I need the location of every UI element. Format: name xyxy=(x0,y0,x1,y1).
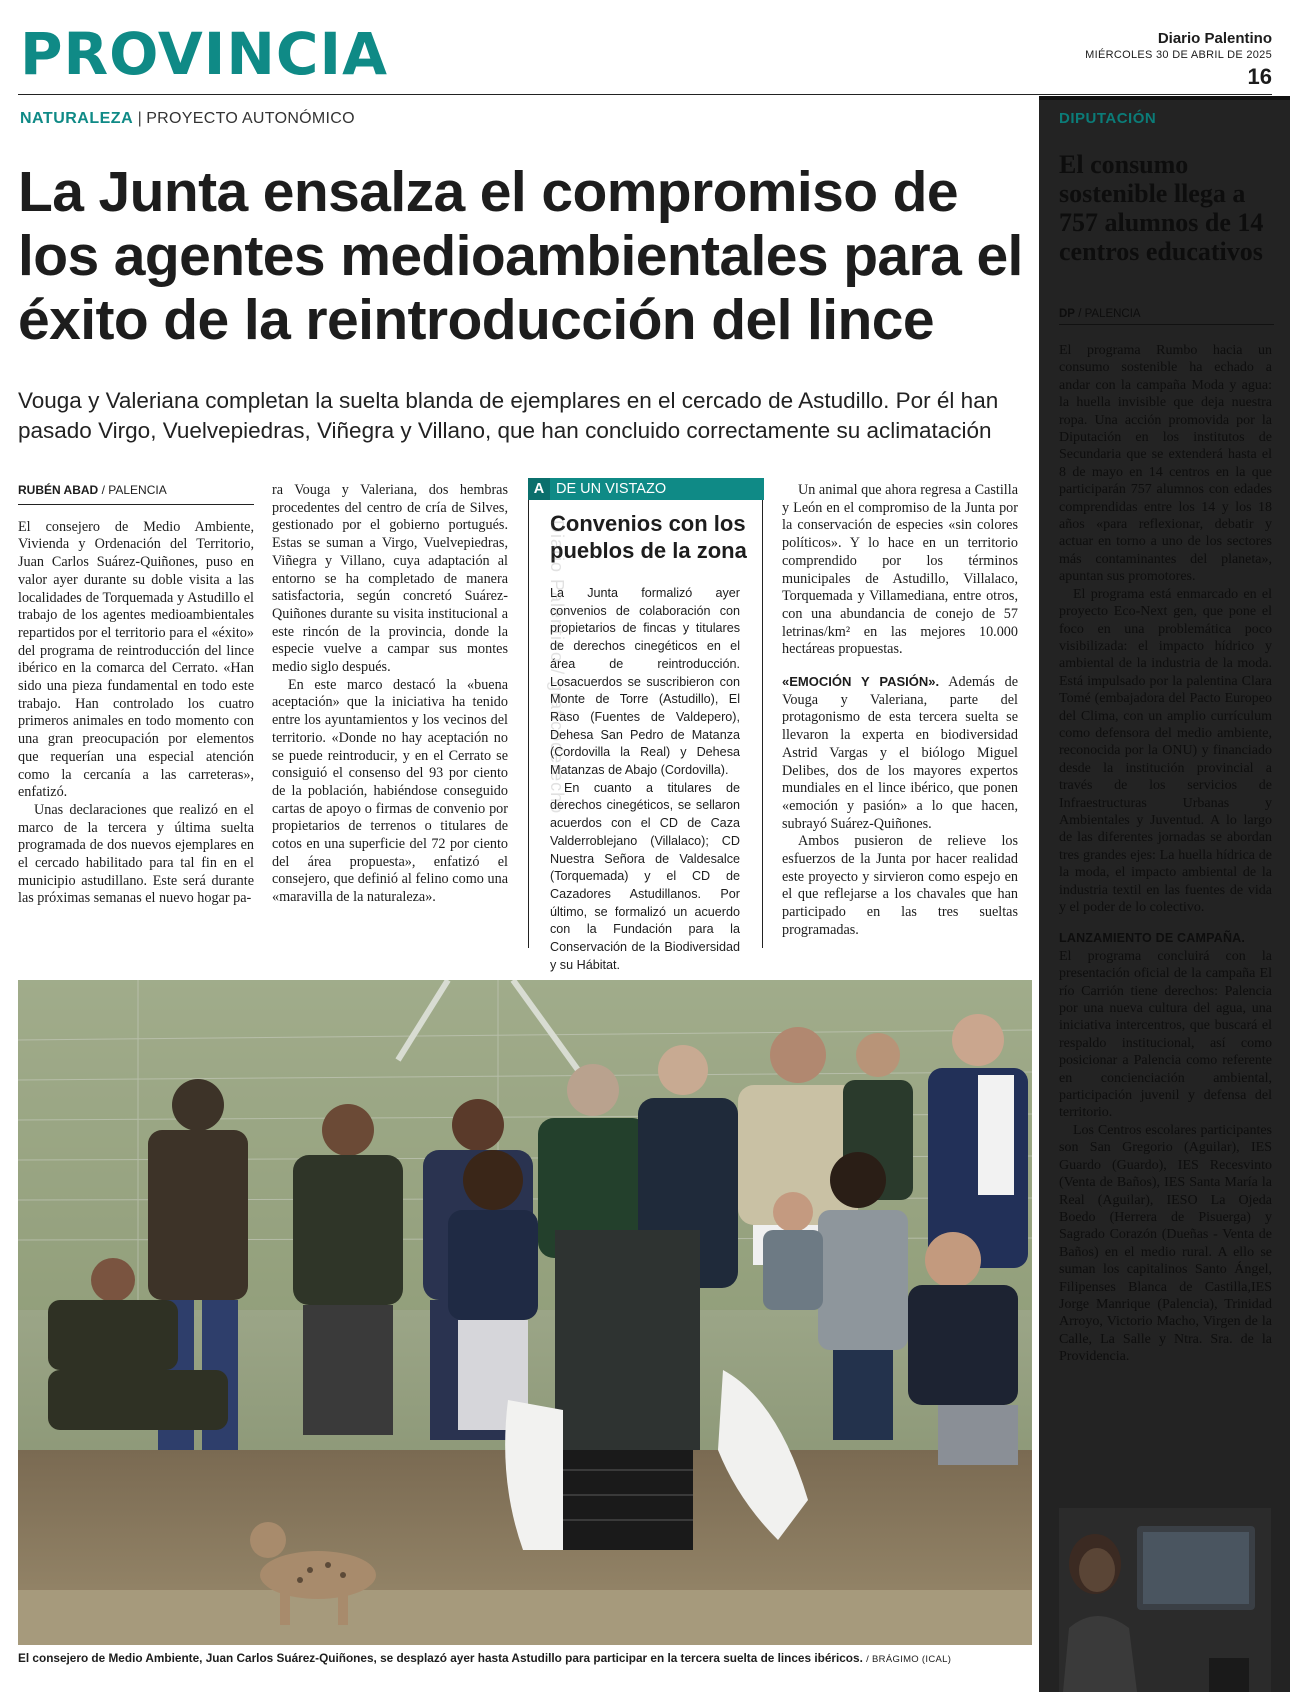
sidebar-body xyxy=(1059,342,1272,1366)
newspaper-name: Diario Palentino xyxy=(1157,30,1272,47)
masthead xyxy=(1085,30,1272,92)
paragraph: El programa está enmarcado en el proyecto Eco-Next gen, que pone el foco en una problemática poco visibilizada: el impacto hídrico y ambiental de la industria de la moda. Está impulsado por la palentina Clara Tomé (embajadora del Pacto Europeo del Clima, con un amplio currículum como defensora del medio ambiente, reconocida por la ONU) y financiado desde la institución provincial a través de los servicios de Infraestructuras Urbanas y Ambientales y Juventud. A lo largo de las diferentes jornadas se abordan tres grandes ejes: La huella hídrica de la moda, el impacto ambiental de la industria textil en las fuentes de vida y el poder de lo colectivo. xyxy=(1059,586,1272,915)
kicker-topic: PROYECTO AUTONÓMICO xyxy=(146,110,355,127)
paragraph: En este marco destacó la «buena aceptación» que la iniciativa ha tenido entre los ayuntamientos y los vecinos del territorio. «Donde no hay aceptación no se puede reintroducir, y en el Cerrato se consiguió el consenso del 93 por ciento de la población, habiéndose conseguido cartas de apoyo o firmas de convenio por propietarios de terrenos o titulares de cotos en una superficie del 72 por ciento del área propuesta», enfatizó el consejero, que definió al felino como una «maravilla de la naturaleza». xyxy=(272,676,508,906)
sidebar-title: El consumo sostenible llega a 757 alumnos de 14 centros educativos xyxy=(1059,150,1264,266)
paragraph: El programa concluirá con la presentación oficial de la campaña El río Carrión tiene derechos: Palencia por una nueva cultura del agua, una iniciativa intercentros, que buscará el respaldo institucional, así como posicionar a Palencia como referente en concienciación ambiental, participación juvenil y defensa del territorio. xyxy=(1059,948,1272,1121)
article-headline: La Junta ensalza el compromiso de los agentes medioambientales para el éxito de la reintroducción del lince xyxy=(18,160,1023,352)
sidebar-byline-author: DP xyxy=(1059,308,1075,320)
watermark: Diario Palentino / graficoderecho xyxy=(547,520,567,815)
paragraph-text: Además de Vouga y Valeriana, parte del protagonismo de esta tercera suelta se llevaron la experta en biodiversidad Astrid Vargas y el biólogo Miguel Delibes, dos de los mayores expertos mundiales en el lince ibérico, que ponen «emoción y pasión» a lo que hacen, subrayó Suárez-Quiñones. xyxy=(782,674,1018,832)
sidebar-photo xyxy=(1059,1508,1271,1692)
paragraph: En cuanto a titulares de derechos cinegéticos, se sellaron acuerdos con el CD de Caza Valderroblejano (Villalaco); CD Nuestra Señora de Valdesalce (Torquemada) y el CD de Cazadores Astudillanos. Por último, se formalizó un acuerdo con la Fundación para la Conservación de la Biodiversidad y su Hábitat. xyxy=(550,780,740,972)
section-title: PROVINCIA xyxy=(20,20,388,88)
kicker-separator: | xyxy=(137,110,142,127)
article-column-4 xyxy=(782,482,1018,940)
header-divider xyxy=(18,94,1272,95)
kicker-section: NATURALEZA xyxy=(20,110,134,127)
box-right-rule xyxy=(762,500,763,948)
paragraph: ra Vouga y Valeriana, dos hembras procedentes del centro de cría de Silves, gestionado por el gobierno portugués. Estas se suman a Virgo, Vuelvepiedras, Viñegra y Villano, cuya adaptación al entorno se ha completado de manera satisfactoria, según concretó Suárez-Quiñones durante su visita institucional a este rincón de la provincia, donde la especie vuelve a campar sus montes medio siglo después. xyxy=(272,482,508,676)
box-body xyxy=(550,585,740,974)
sidebar-photo-image xyxy=(1059,1508,1271,1692)
runin-heading: LANZAMIENTO DE CAMPAÑA. xyxy=(1059,931,1246,946)
paragraph: Un animal que ahora regresa a Castilla y León en el compromiso de la Junta por la conservación de especies «sin colores políticos». Y lo hace en un territorio comprendido por los términos municipales de Astudillo, Villalaco, Torquemada y Villamediana, entre otros, con una abundancia de conejo de 57 letrinas/km² en las mejores 10.000 hectáreas propuestas. xyxy=(782,482,1018,658)
lynx-release-photo xyxy=(18,980,1032,1645)
kicker xyxy=(20,110,355,128)
glance-icon: A xyxy=(528,478,550,500)
page-number: 16 xyxy=(1247,64,1272,89)
box-left-rule xyxy=(528,500,529,948)
article-column-2 xyxy=(272,482,508,907)
box-tag-label: DE UN VISTAZO xyxy=(556,481,667,497)
byline-place: / PALENCIA xyxy=(101,483,167,497)
photo-caption xyxy=(18,1651,1032,1665)
caption-text: El consejero de Medio Ambiente, Juan Carlos Suárez-Quiñones, se desplazó ayer hasta Astudillo para participar en la tercera suelta de linces ibéricos. xyxy=(18,1651,863,1665)
runin-heading: «EMOCIÓN Y PASIÓN». xyxy=(782,674,940,690)
main-photo xyxy=(18,980,1032,1645)
paragraph: El programa Rumbo hacia un consumo sostenible ha echado a andar con la campaña Moda y agua: la huella invisible que deja nuestra ropa. Una acción promovida por la Diputación en los institutos de Secundaria que se extenderá hasta el 8 de mayo en 14 centros en la que participarán 757 alumnos con edades comprendidas entre los 14 y los 18 años «para reflexionar, debatir y actuar en torno a uno de los sectores más contaminantes del planeta», apuntan sus promotores. xyxy=(1059,343,1272,585)
sidebar-byline xyxy=(1059,308,1274,325)
sidebar-top-rule xyxy=(1039,96,1290,100)
article-column-1 xyxy=(18,482,254,908)
sidebar-byline-place: / PALENCIA xyxy=(1078,308,1141,320)
photo-credit: / BRÁGIMO (ICAL) xyxy=(866,1654,952,1665)
box-tag xyxy=(528,478,764,500)
issue-date: MIÉRCOLES 30 DE ABRIL DE 2025 xyxy=(1085,49,1272,61)
article-subheadline: Vouga y Valeriana completan la suelta blanda de ejemplares en el cercado de Astudillo. Por él han pasado Virgo, Vuelvepiedras, Viñegra y Villano, que han concluido correctamente su aclimatación xyxy=(18,388,999,443)
box-title: Convenios con los pueblos de la zona xyxy=(550,511,747,563)
paragraph: La Junta formalizó ayer convenios de colaboración con propietarios de fincas y titulares de derechos cinegéticos en el área de reintroducción. Losacuerdos se suscribieron con Monte de Torre (Astudillo), El Raso (Fuentes de Valdepero), Dehesa San Pedro de Matanza (Cordovilla la Real) y Dehesa Matanzas de Abajo (Cordovilla). xyxy=(550,586,740,778)
sidebar-tag: DIPUTACIÓN xyxy=(1059,110,1157,127)
byline-author: RUBÉN ABAD xyxy=(18,483,99,497)
paragraph: El consejero de Medio Ambiente, Vivienda y Ordenación del Territorio, Juan Carlos Suárez-Quiñones, puso en valor ayer durante su doble visita a las localidades de Torquemada y Astudillo el trabajo de los agentes medioambientales repartidos por el territorio para el «éxito» del programa de reintroducción del lince ibérico en la comarca del Cerrato. «Han sido una pieza fundamental en todo este trabajo. Han controlado los cuatro primeros animales en todo momento con una gran preocupación por elementos que requerían una especial atención como la cercanía a las carreteras», enfatizó. xyxy=(18,518,254,801)
paragraph xyxy=(782,673,1018,833)
byline xyxy=(18,482,254,505)
paragraph: Unas declaraciones que realizó en el marco de la tercera y última suelta programada de dos nuevos ejemplares en el cercado habilitado para tal fin en el municipio astudillano. Este será durante las próximas semanas el nuevo hogar pa- xyxy=(18,801,254,907)
paragraph: Los Centros escolares participantes son San Gregorio (Aguilar), IES Guardo (Guardo), IES Recesvinto (Venta de Baños), IES Santa María la Real (Aguilar), IESO La Ojeda Boedo (Herrera de Pisuerga) y Sagrado Corazón (Dueñas - Venta de Baños) en el medio rural. A ello se suman los capitalinos Santo Ángel, Filipenses Blanca de Castilla,IES Jorge Manrique (Palencia), Trinidad Arroyo, Victorio Macho, Virgen de la Calle, La Salle y Ntra. Sra. de la Providencia. xyxy=(1059,1122,1272,1365)
paragraph: Ambos pusieron de relieve los esfuerzos de la Junta por hacer realidad este proyecto y sirvieron como espejo en el que reflejarse a los chavales que han participado en las tres sueltas programadas. xyxy=(782,833,1018,938)
